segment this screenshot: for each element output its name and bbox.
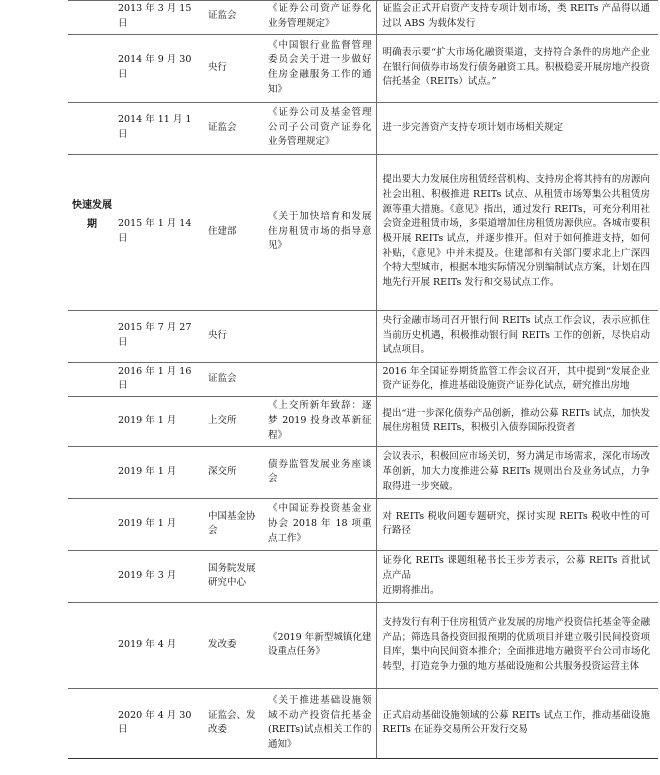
document-cell bbox=[264, 310, 376, 362]
date-cell: 2013 年 3 月 15 日 bbox=[68, 0, 204, 34]
phase-label: 快速发展期 bbox=[72, 200, 112, 230]
document-cell: 《证券公司资产证券化业务管理规定》 bbox=[264, 0, 376, 34]
policy-timeline-table bbox=[68, 0, 658, 759]
content-cell: 证券化 REITs 课题组秘书长王步芳表示，公募 REITs 首批试点产品 近期将推出。 bbox=[376, 550, 658, 602]
org-cell: 深交所 bbox=[204, 446, 264, 498]
table-row bbox=[68, 446, 658, 498]
document-cell: 债券监管发展业务座谈会 bbox=[264, 446, 376, 498]
document-cell: 《关于加快培育和发展住房租赁市场的指导意见》 bbox=[264, 154, 376, 310]
date-cell: 2015 年 7 月 27 日 bbox=[68, 310, 204, 362]
content-cell: 2016 年全国证券期货监管工作会议召开，其中提到“发展企业资产证券化，推进基础设施资产证券化试点，研究推出房地 bbox=[376, 362, 658, 396]
org-cell: 证监会、发改委 bbox=[204, 688, 264, 758]
org-cell: 中国基金协会 bbox=[204, 498, 264, 550]
content-cell: 进一步完善资产支持专项计划市场相关规定 bbox=[376, 102, 658, 154]
content-cell: 提出“进一步深化债券产品创新，推动公募 REITs 试点，加快发展住房租赁 REITs，积极引入债券国际投资者 bbox=[376, 396, 658, 446]
org-cell: 证监会 bbox=[204, 362, 264, 396]
table-row bbox=[68, 602, 658, 688]
org-cell: 央行 bbox=[204, 310, 264, 362]
table-row bbox=[68, 102, 658, 154]
document-cell: 《2019 年新型城镇化建设重点任务》 bbox=[264, 602, 376, 688]
content-cell: 对 REITs 税收问题专题研究，探讨实现 REITs 税收中性的可行路径 bbox=[376, 498, 658, 550]
org-cell: 住建部 bbox=[204, 154, 264, 310]
org-cell: 证监会 bbox=[204, 102, 264, 154]
date-cell: 2015 年 1 月 14 日 bbox=[68, 154, 204, 310]
document-cell: 《中国银行业监督管理委员会关于进一步做好住房金融服务工作的通知》 bbox=[264, 34, 376, 102]
date-cell: 2019 年 1 月 bbox=[68, 396, 204, 446]
org-cell: 央行 bbox=[204, 34, 264, 102]
content-cell: 会议表示，积极回应市场关切，努力满足市场需求，深化市场改革创新，加大力度推进公募 REITs 规则出台及业务试点，力争取得进一步突破。 bbox=[376, 446, 658, 498]
date-cell: 2019 年 1 月 bbox=[68, 446, 204, 498]
content-cell: 提出要大力发展住房租赁经营机构、支持房企将其持有的房源向社会出租、积极推进 REITs 试点、从租赁市场筹集公共租赁房源等重大措施。《意见》指出，通过发行 REITs，可充分利用社会资金进租赁市场，多渠道增加住房租赁房源供应。各城市要积极开展 REITs 试点，并逐步推开。但对于如何推进支持，如何补贴，《意见》中并未提及。住建部和有关部门要求北上广深四个特大型城市，根据本地实际情况分别编制试点方案，计划在四地先行开展 REITs 发行和交易试点工作。 bbox=[376, 154, 658, 310]
content-cell: 证监会正式开启资产支持专项计划市场，类 REITs 产品得以通过以 ABS 为载体发行 bbox=[376, 0, 658, 34]
document-cell: 《上交所新年致辞：逐梦 2019 投身改革新征程》 bbox=[264, 396, 376, 446]
org-cell: 国务院发展研究中心 bbox=[204, 550, 264, 602]
date-cell: 2020 年 4 月 30 日 bbox=[68, 688, 204, 758]
content-cell: 正式启动基础设施领域的公募 REITs 试点工作，推动基础设施 REITs 在证券交易所公开发行交易 bbox=[376, 688, 658, 758]
org-cell: 上交所 bbox=[204, 396, 264, 446]
table-row bbox=[68, 34, 658, 102]
content-cell: 明确表示要“扩大市场化融资渠道，支持符合条件的房地产企业在银行间债券市场发行债务融资工具。积极稳妥开展房地产投资信托基金（REITs）试点。” bbox=[376, 34, 658, 102]
org-cell: 证监会 bbox=[204, 0, 264, 34]
date-cell: 2019 年 3 月 bbox=[68, 550, 204, 602]
date-cell: 2014 年 9 月 30 日 bbox=[68, 34, 204, 102]
date-cell: 2014 年 11 月 1 日 bbox=[68, 102, 204, 154]
document-cell: 《中国证券投资基金业协会 2018 年 18 项重点工作》 bbox=[264, 498, 376, 550]
content-cell: 央行金融市场司召开银行间 REITs 试点工作会议，表示应抓住当前历史机遇，积极推动银行间 REITs 工作的创新，尽快启动试点项目。 bbox=[376, 310, 658, 362]
table-row bbox=[68, 396, 658, 446]
table-row bbox=[68, 498, 658, 550]
document-cell: 《关于推进基础设施领域不动产投资信托基金(REITs)试点相关工作的通知》 bbox=[264, 688, 376, 758]
org-cell: 发改委 bbox=[204, 602, 264, 688]
table-row bbox=[68, 0, 658, 34]
document-cell: 《证券公司及基金管理公司子公司资产证券化业务管理规定》 bbox=[264, 102, 376, 154]
document-cell bbox=[264, 362, 376, 396]
table-row bbox=[68, 550, 658, 602]
date-cell: 2019 年 4 月 bbox=[68, 602, 204, 688]
table-row bbox=[68, 362, 658, 396]
document-cell bbox=[264, 550, 376, 602]
table-row bbox=[68, 688, 658, 758]
date-cell: 2019 年 1 月 bbox=[68, 498, 204, 550]
date-cell: 2016 年 1 月 16 日 bbox=[68, 362, 204, 396]
content-cell: 支持发行有利于住房租赁产业发展的房地产投资信托基金等金融产品；筛选具备投资回报预期的优质项目并建立吸引民间投资项目库，集中向民间资本推介；全面推进地方融资平台公司市场化转型，打造竞争力强的地方基础设施和公共服务投资运营主体 bbox=[376, 602, 658, 688]
table-row bbox=[68, 154, 658, 310]
table-row bbox=[68, 310, 658, 362]
